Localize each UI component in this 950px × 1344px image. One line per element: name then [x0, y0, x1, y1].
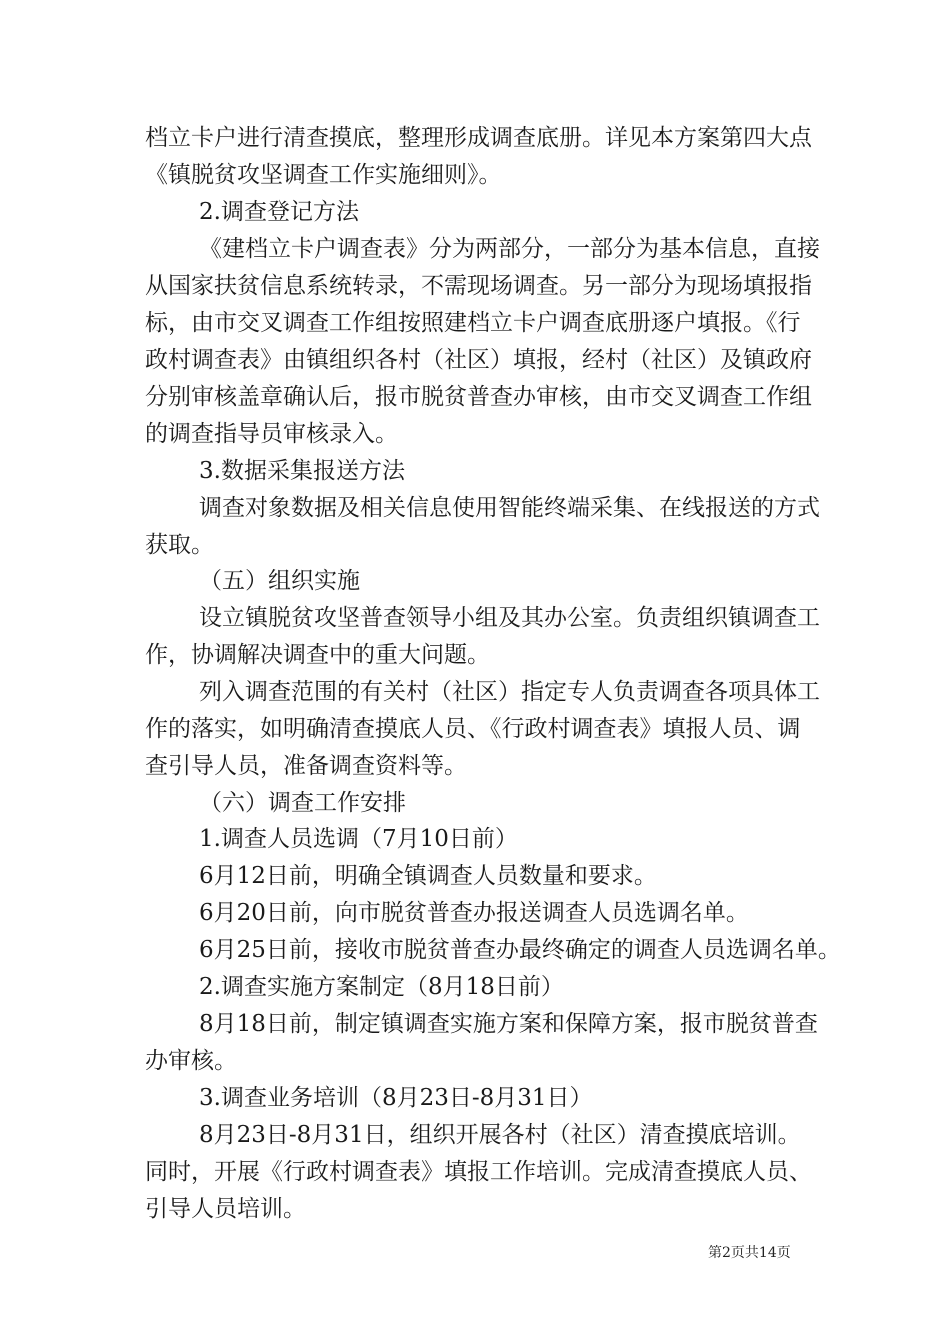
page-number: 第2页共14页	[708, 1245, 791, 1261]
paragraph-line: 引导人员培训。	[145, 1196, 306, 1222]
paragraph-line: 作的落实，如明确清查摸底人员、《行政村调查表》填报人员、调	[145, 716, 801, 742]
paragraph-line: 政村调查表》由镇组织各村（社区）填报，经村（社区）及镇政府	[145, 347, 812, 373]
paragraph-line: 调查对象数据及相关信息使用智能终端采集、在线报送的方式	[199, 495, 820, 521]
paragraph-line: 分别审核盖章确认后，报市脱贫普查办审核，由市交叉调查工作组	[145, 384, 812, 410]
paragraph-line: 《镇脱贫攻坚调查工作实施细则》。	[145, 162, 502, 188]
section-heading: （五）组织实施	[199, 568, 360, 594]
paragraph-line: 作，协调解决调查中的重大问题。	[145, 642, 490, 668]
paragraph-line: 标，由市交叉调查工作组按照建档立卡户调查底册逐户填报。《行	[145, 310, 801, 336]
section-heading: 2.调查登记方法	[199, 199, 359, 225]
paragraph-line: 8月23日-8月31日，组织开展各村（社区）清查摸底培训。	[199, 1122, 801, 1148]
section-heading: 3.数据采集报送方法	[199, 458, 405, 484]
section-heading: （六）调查工作安排	[199, 790, 406, 816]
section-heading: 2.调查实施方案制定（8月18日前）	[199, 974, 564, 1000]
paragraph-line: 《建档立卡户调查表》分为两部分，一部分为基本信息，直接	[199, 236, 820, 262]
paragraph-line: 6月25日前，接收市脱贫普查办最终确定的调查人员选调名单。	[199, 937, 841, 963]
paragraph-line: 8月18日前，制定镇调查实施方案和保障方案，报市脱贫普查	[199, 1011, 818, 1037]
paragraph-line: 列入调查范围的有关村（社区）指定专人负责调查各项具体工	[199, 679, 820, 705]
paragraph-line: 档立卡户进行清查摸底，整理形成调查底册。详见本方案第四大点	[145, 125, 812, 151]
section-heading: 1.调查人员选调（7月10日前）	[199, 826, 518, 852]
paragraph-line: 设立镇脱贫攻坚普查领导小组及其办公室。负责组织镇调查工	[199, 605, 820, 631]
paragraph-line: 查引导人员，准备调查资料等。	[145, 753, 467, 779]
paragraph-line: 办审核。	[145, 1048, 237, 1074]
paragraph-line: 从国家扶贫信息系统转录，不需现场调查。另一部分为现场填报指	[145, 273, 812, 299]
paragraph-line: 6月20日前，向市脱贫普查办报送调查人员选调名单。	[199, 900, 749, 926]
paragraph-line: 获取。	[145, 532, 214, 558]
paragraph-line: 的调查指导员审核录入。	[145, 421, 398, 447]
paragraph-line: 同时，开展《行政村调查表》填报工作培训。完成清查摸底人员、	[145, 1159, 812, 1185]
section-heading: 3.调查业务培训（8月23日-8月31日）	[199, 1085, 593, 1111]
paragraph-line: 6月12日前，明确全镇调查人员数量和要求。	[199, 863, 657, 889]
